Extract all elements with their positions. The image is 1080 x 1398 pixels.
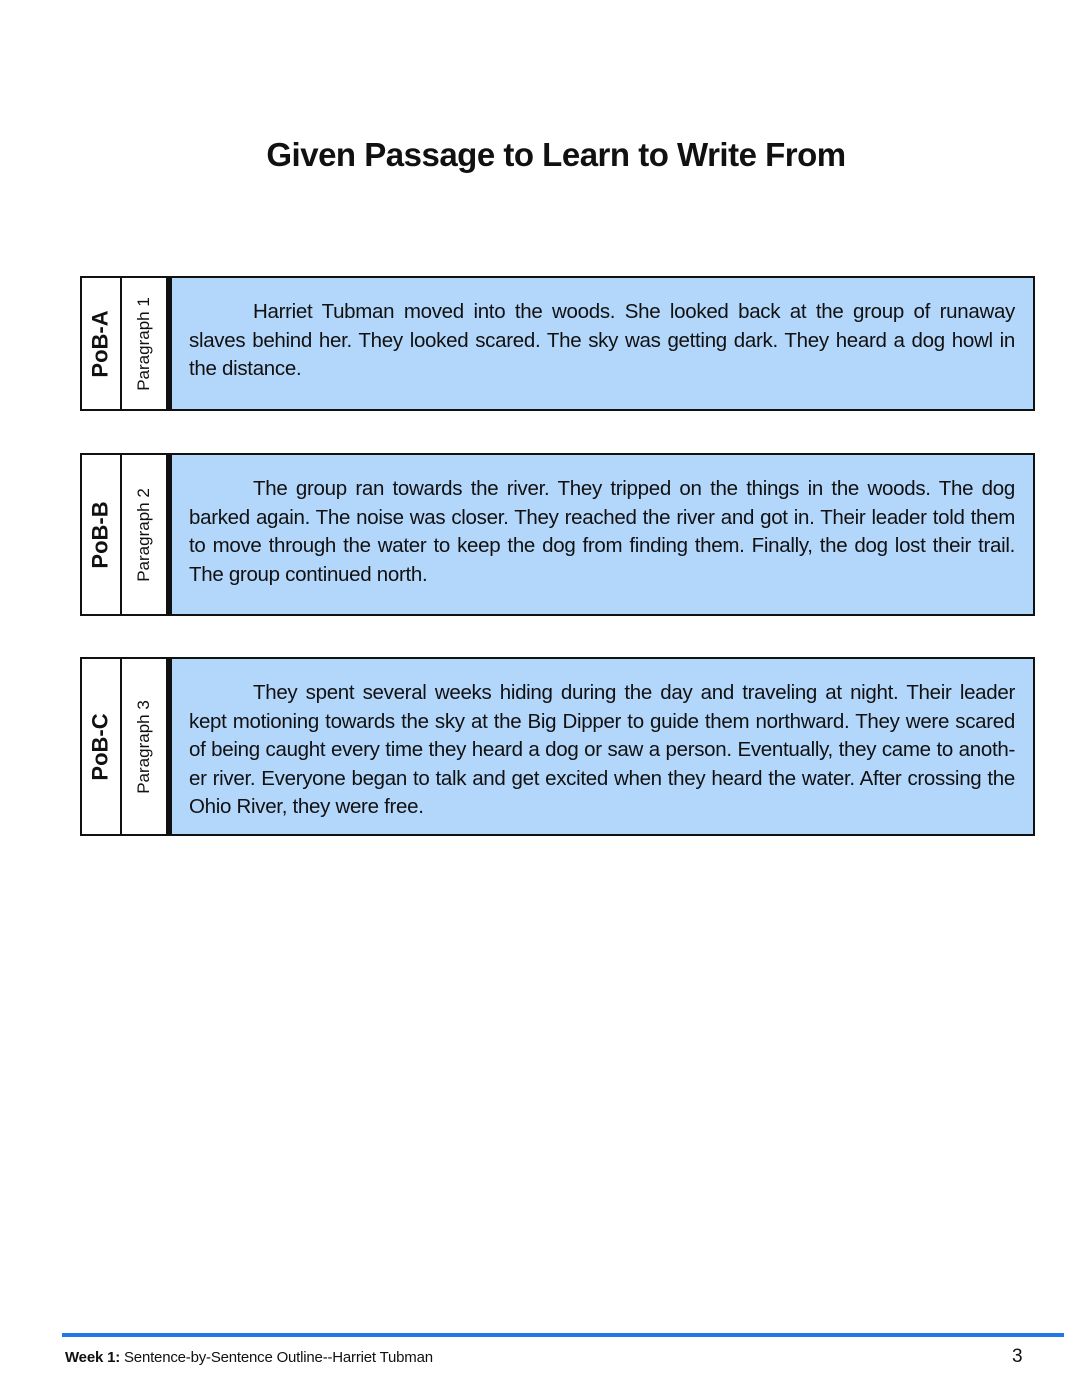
- passage-section-b: [80, 453, 1035, 616]
- paragraph-label: [122, 276, 168, 411]
- paragraph-label: [122, 657, 168, 836]
- paragraph-text: They spent several weeks hiding during the day and traveling at night. Their leader kept motioning towards the sky at the Big Dipper to guide them northward. They were scared of being caught every time they heard a dog or saw a person. Eventually, they came to anoth-er river. Everyone began to talk and get excited when they heard the water. After crossing the Ohio River, they were free.: [168, 657, 1035, 836]
- paragraph-label: [122, 453, 168, 616]
- page-title: Given Passage to Learn to Write From: [266, 136, 846, 173]
- passage-section-c: [80, 657, 1035, 836]
- paragraph-label-text: Paragraph 2: [134, 487, 154, 582]
- footer-week-label: Week 1:: [65, 1349, 121, 1366]
- pob-label-text: PoB-A: [88, 309, 113, 378]
- paragraph-label-text: Paragraph 3: [134, 699, 154, 794]
- footer-caption: [65, 1349, 433, 1366]
- page-number: 3: [1012, 1346, 1023, 1367]
- footer-divider: [62, 1333, 1064, 1337]
- pob-label-text: PoB-C: [88, 712, 113, 781]
- paragraph-text: Harriet Tubman moved into the woods. She looked back at the group of runaway slaves behind her. They looked scared. The sky was getting dark. They heard a dog howl in the distance.: [168, 276, 1035, 411]
- pob-label: [80, 453, 122, 616]
- pob-label-text: PoB-B: [88, 500, 113, 569]
- pob-label: [80, 276, 122, 411]
- paragraph-text: The group ran towards the river. They tripped on the things in the woods. The dog barked again. The noise was closer. They reached the river and got in. Their leader told them to move through the water to keep the dog from finding them. Finally, the dog lost their trail. The group continued north.: [168, 453, 1035, 616]
- pob-label: [80, 657, 122, 836]
- passage-section-a: [80, 276, 1035, 411]
- paragraph-label-text: Paragraph 1: [134, 296, 154, 391]
- footer-description: Sentence-by-Sentence Outline--Harriet Tubman: [120, 1349, 433, 1366]
